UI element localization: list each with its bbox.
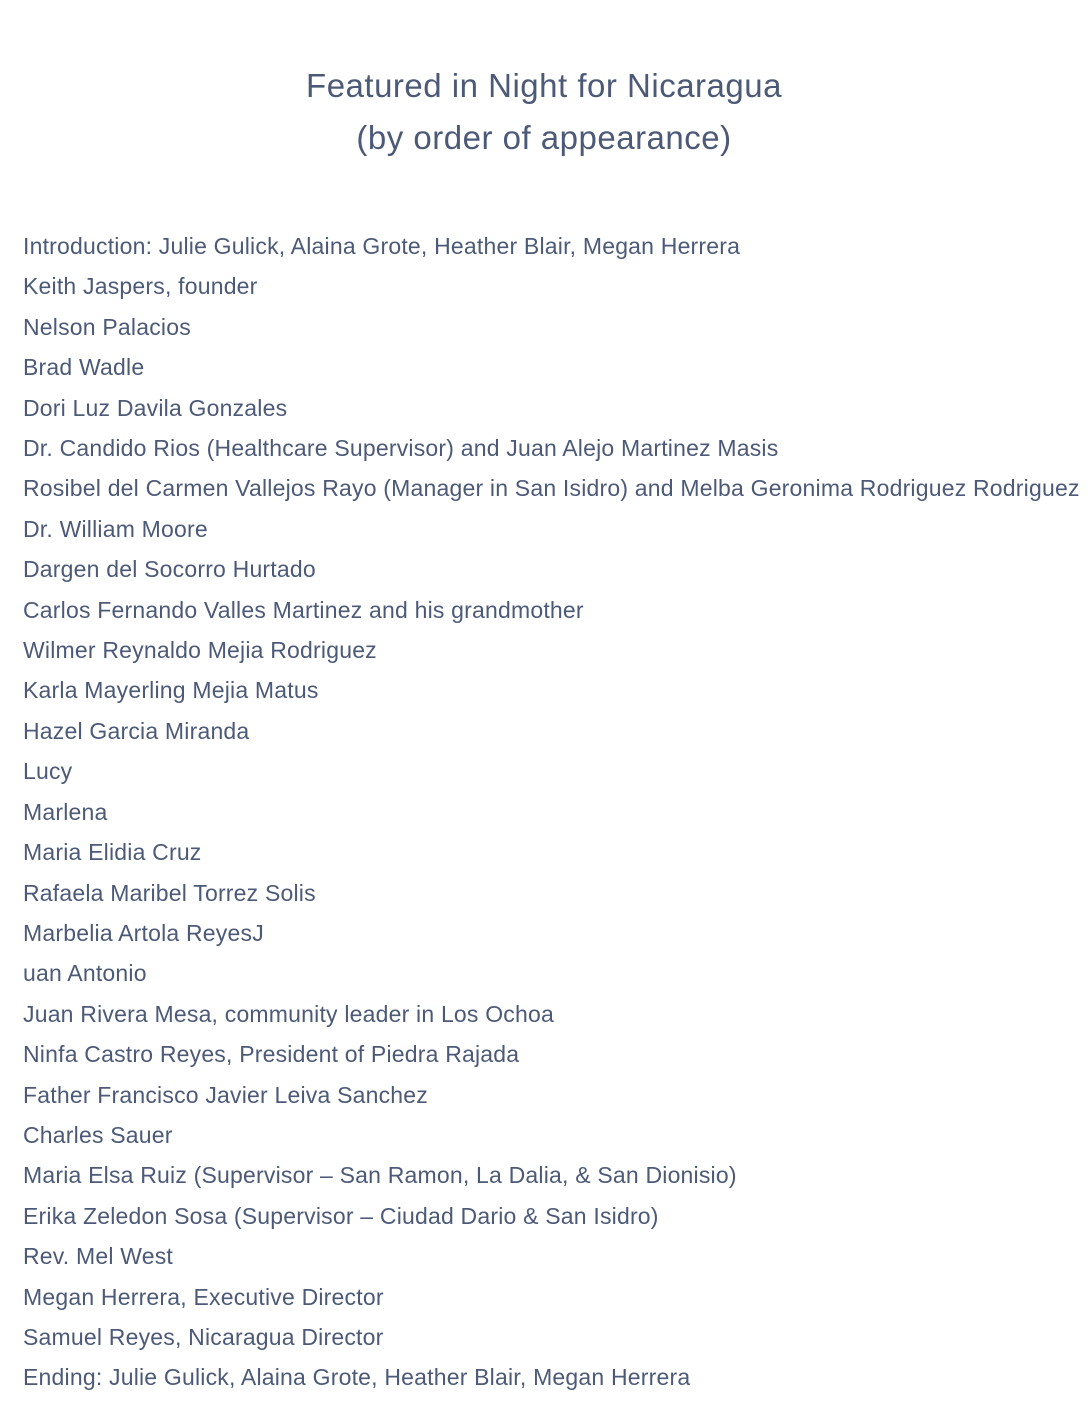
page-title: [0, 0, 1088, 164]
credit-line: Rev. Mel West: [23, 1243, 173, 1270]
credit-line: Carlos Fernando Valles Martinez and his grandmother: [23, 596, 584, 623]
credit-line: Dori Luz Davila Gonzales: [23, 394, 288, 421]
credit-line: Karla Mayerling Mejia Matus: [23, 677, 319, 704]
credit-line: Father Francisco Javier Leiva Sanchez: [23, 1081, 428, 1108]
credit-line: Maria Elsa Ruiz (Supervisor – San Ramon, La Dalia, & San Dionisio): [23, 1162, 737, 1189]
credit-line: Wilmer Reynaldo Mejia Rodriguez: [23, 637, 377, 664]
credit-line: Nelson Palacios: [23, 313, 191, 340]
credit-line: Ninfa Castro Reyes, President of Piedra Rajada: [23, 1041, 520, 1068]
credit-line: Marbelia Artola ReyesJ: [23, 919, 264, 946]
credit-line: uan Antonio: [23, 960, 147, 987]
credit-line: Megan Herrera, Executive Director: [23, 1283, 384, 1310]
credit-line: Dargen del Socorro Hurtado: [23, 556, 316, 583]
credit-line: Charles Sauer: [23, 1121, 173, 1148]
credit-line: Rafaela Maribel Torrez Solis: [23, 879, 316, 906]
credit-line: Dr. William Moore: [23, 515, 208, 542]
credit-line: Maria Elidia Cruz: [23, 839, 202, 866]
credits-list: [0, 226, 1088, 1398]
credit-line: Erika Zeledon Sosa (Supervisor – Ciudad Dario & San Isidro): [23, 1202, 659, 1229]
credit-line: Marlena: [23, 798, 108, 825]
page-title-line2: (by order of appearance): [356, 119, 732, 156]
credit-line: Introduction: Julie Gulick, Alaina Grote, Heather Blair, Megan Herrera: [23, 233, 741, 259]
credit-line: Lucy: [23, 758, 73, 785]
credit-line: Samuel Reyes, Nicaragua Director: [23, 1323, 384, 1350]
credit-line: Ending: Julie Gulick, Alaina Grote, Heather Blair, Megan Herrera: [23, 1364, 691, 1391]
credit-line: Dr. Candido Rios (Healthcare Supervisor) and Juan Alejo Martinez Masis: [23, 435, 779, 462]
page-title-line1: Featured in Night for Nicaragua: [306, 67, 782, 104]
credit-line: Brad Wadle: [23, 354, 145, 381]
credit-line: Juan Rivera Mesa, community leader in Los Ochoa: [23, 1000, 554, 1027]
credit-line: Rosibel del Carmen Vallejos Rayo (Manager in San Isidro) and Melba Geronima Rodriguez Rodriguez: [23, 475, 1080, 502]
credit-line: Hazel Garcia Miranda: [23, 717, 250, 744]
credit-line: Keith Jaspers, founder: [23, 273, 258, 300]
